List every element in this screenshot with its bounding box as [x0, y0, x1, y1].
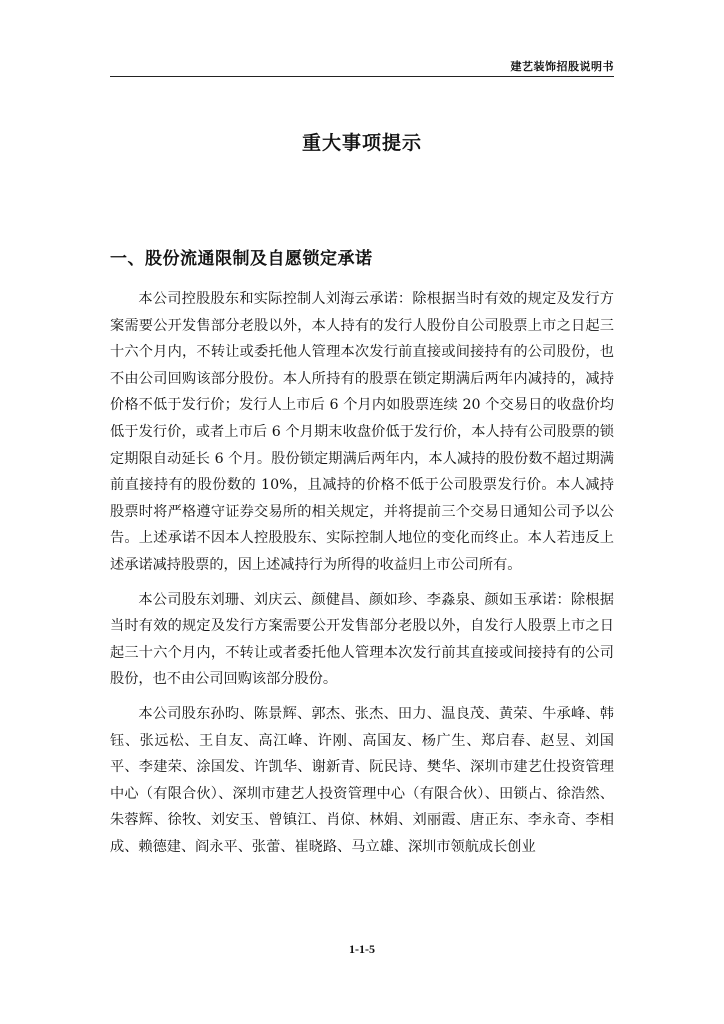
- document-title: 重大事项提示: [301, 132, 422, 154]
- section-heading: 一、股份流通限制及自愿锁定承诺: [110, 249, 373, 269]
- header-rule: [110, 76, 614, 77]
- running-header-title: 建艺装饰招股说明书: [510, 60, 614, 73]
- paragraph-other-shareholders: 本公司股东孙昀、陈景辉、郭杰、张杰、田力、温良茂、黄荣、牛承峰、韩钰、张远松、王自友、高江峰、许刚、高国友、杨广生、郑启春、赵昱、刘国平、李建荣、涂国发、许凯华、谢新青、阮民诗、樊华、深圳市建艺仕投资管理中心（有限合伙）、深圳市建艺人投资管理中心（有限合伙）、田锁占、徐浩然、朱蓉辉、徐牧、刘安玉、曾镇江、肖倞、林娟、刘丽霞、唐正东、李永奇、李相成、赖德建、阎永平、张蕾、崔晓路、马立雄、深圳市领航成长创业: [110, 705, 614, 855]
- body-text: [110, 286, 614, 868]
- paragraph-related-shareholders: 本公司股东刘珊、刘庆云、颜健昌、颜如珍、李淼泉、颜如玉承诺：除根据当时有效的规定及发行方案需要公开发售部分老股以外，自发行人股票上市之日起三十六个月内，不转让或者委托他人管理本次发行前其直接或间接持有的公司股份，也不由公司回购该部分股份。: [110, 591, 614, 688]
- paragraph-controlling-shareholder: 本公司控股股东和实际控制人刘海云承诺：除根据当时有效的规定及发行方案需要公开发售部分老股以外，本人持有的发行人股份自公司股票上市之日起三十六个月内，不转让或委托他人管理本次发行前直接或间接持有的公司股份，也不由公司回购该部分股份。本人所持有的股票在锁定期满后两年内减持的，减持价格不低于发行价；发行人上市后 6 个月内如股票连续 20 个交易日的收盘价均低于发行价，或者上市后 6 个月期末收盘价低于发行价，本人持有公司股票的锁定期限自动延长 6 个月。股份锁定期满后两年内，本人减持的股份数不超过期满前直接持有的股份数的 10%，且减持的价格不低于公司股票发行价。本人减持股票时将严格遵守证券交易所的相关规定，并将提前三个交易日通知公司予以公告。上述承诺不因本人控股股东、实际控制人地位的变化而终止。本人若违反上述承诺减持股票的，因上述减持行为所得的收益归上市公司所有。: [110, 291, 614, 573]
- page-number: 1-1-5: [349, 942, 375, 956]
